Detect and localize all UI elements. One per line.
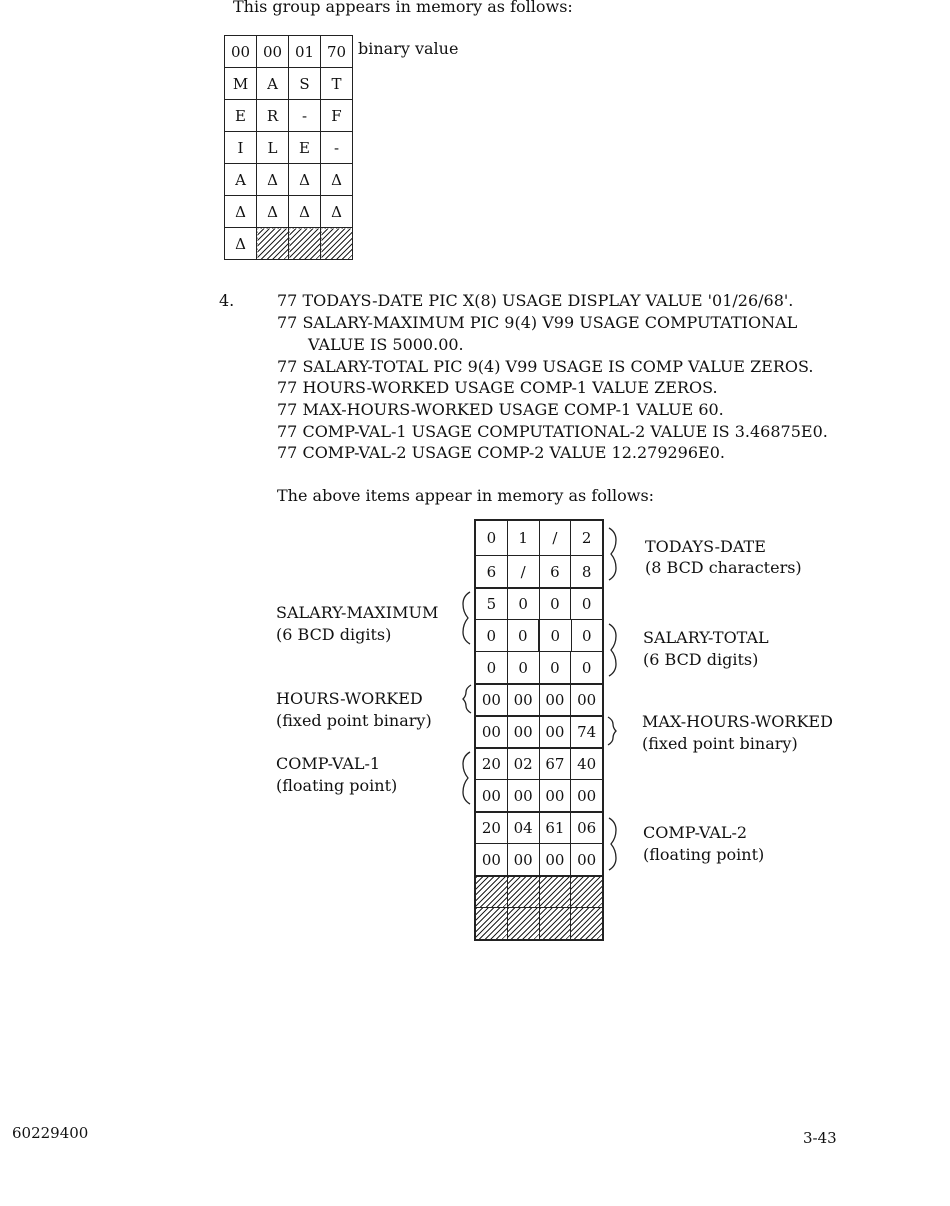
code-line: 77 SALARY-TOTAL PIC 9(4) V99 USAGE IS COMP VALUE ZEROS.	[277, 357, 814, 376]
table-cell: -	[289, 100, 321, 132]
memory-cell: 00	[570, 844, 602, 875]
memory-cell: 5	[486, 595, 497, 613]
memory-cell: 20	[481, 819, 501, 837]
table-cell: L	[257, 132, 289, 164]
memory-cell: 0	[571, 620, 603, 651]
memory-cell: 00	[481, 850, 501, 869]
label-salary-total: SALARY-TOTAL	[643, 628, 769, 647]
memory-cell: 8	[570, 556, 602, 587]
label-todays-date-sub: (8 BCD characters)	[645, 558, 802, 577]
document-number: 60229400	[12, 1124, 89, 1142]
memory-cell: 2	[570, 521, 602, 555]
page-number: 3-43	[803, 1129, 837, 1147]
code-line: 77 COMP-VAL-2 USAGE COMP-2 VALUE 12.279296E0.	[277, 443, 725, 462]
memory-cell: 1	[507, 521, 539, 555]
memory-cell: 00	[539, 685, 571, 715]
label-hours-worked: HOURS-WORKED	[276, 689, 423, 708]
table-cell: 01	[289, 36, 321, 68]
memory-cell: 00	[481, 723, 501, 741]
memory-cell: 04	[507, 813, 539, 843]
table-cell: T	[321, 68, 353, 100]
memory-cell: 40	[570, 749, 602, 779]
table-cell: Δ	[225, 228, 257, 260]
code-line: 77 HOURS-WORKED USAGE COMP-1 VALUE ZEROS.	[277, 378, 718, 397]
memory-cell: 02	[507, 749, 539, 779]
memory-cell: 00	[507, 844, 539, 875]
brace-right	[609, 818, 616, 870]
table-cell: I	[225, 132, 257, 164]
code-line: 77 TODAYS-DATE PIC X(8) USAGE DISPLAY VALUE '01/26/68'.	[277, 291, 794, 310]
label-salary-total-sub: (6 BCD digits)	[643, 650, 759, 669]
memory-cell: 6	[486, 562, 497, 581]
binary-value-label: binary value	[358, 39, 459, 58]
label-salary-maximum: SALARY-MAXIMUM	[276, 603, 439, 622]
memory-cell: 00	[539, 717, 571, 747]
label-max-hours-worked-sub: (fixed point binary)	[642, 734, 798, 753]
label-salary-maximum-sub: (6 BCD digits)	[276, 625, 392, 644]
table-cell: A	[257, 68, 289, 100]
memory-cell: 61	[539, 813, 571, 843]
table-cell: Δ	[257, 164, 289, 196]
brace-left	[463, 592, 470, 644]
label-comp-val-2-sub: (floating point)	[643, 845, 765, 864]
table-cell: Δ	[225, 196, 257, 228]
memory-cell: 00	[570, 780, 602, 811]
memory-cell: 0	[507, 620, 539, 651]
brace-right	[608, 717, 616, 745]
label-todays-date: TODAYS-DATE	[645, 537, 766, 556]
memory-cell: 0	[486, 626, 497, 645]
memory-cell: 20	[481, 755, 501, 773]
code-line: 77 SALARY-MAXIMUM PIC 9(4) V99 USAGE COMPUTATIONAL	[277, 313, 798, 332]
table-cell: 00	[225, 36, 257, 68]
memory-intro-text: The above items appear in memory as follows:	[277, 486, 655, 505]
code-line: 77 MAX-HOURS-WORKED USAGE COMP-1 VALUE 60.	[277, 400, 724, 419]
memory-cell: 6	[539, 556, 571, 587]
brace-left	[463, 752, 470, 804]
table-cell: -	[321, 132, 353, 164]
table-cell: Δ	[257, 196, 289, 228]
memory-cell: 0	[570, 589, 602, 619]
memory-cell: 00	[539, 844, 571, 875]
brace-right	[609, 528, 616, 580]
memory-cell: 0	[486, 529, 497, 547]
memory-cell: 06	[570, 813, 602, 843]
memory-cell: 00	[507, 780, 539, 811]
memory-cell: 00	[507, 717, 539, 747]
memory-cell: /	[507, 556, 539, 587]
memory-cell: 0	[486, 658, 497, 677]
table-cell: S	[289, 68, 321, 100]
table-cell: R	[257, 100, 289, 132]
intro-text: This group appears in memory as follows:	[233, 0, 573, 16]
memory-cell: 00	[507, 685, 539, 715]
table-cell: E	[225, 100, 257, 132]
memory-cell: 0	[570, 652, 602, 683]
code-line: 77 COMP-VAL-1 USAGE COMPUTATIONAL-2 VALUE IS 3.46875E0.	[277, 422, 828, 441]
memory-cell: 00	[539, 780, 571, 811]
memory-cell: 0	[539, 589, 571, 619]
table-cell: M	[225, 68, 257, 100]
table-cell: Δ	[289, 196, 321, 228]
table-cell: F	[321, 100, 353, 132]
table-cell: Δ	[321, 164, 353, 196]
memory-cell: 0	[507, 652, 539, 683]
label-comp-val-1: COMP-VAL-1	[276, 754, 381, 773]
table-cell: Δ	[289, 164, 321, 196]
table-cell: 00	[257, 36, 289, 68]
table-cell: Δ	[321, 196, 353, 228]
label-max-hours-worked: MAX-HOURS-WORKED	[642, 712, 833, 731]
code-line: VALUE IS 5000.00.	[308, 335, 464, 354]
memory-cell: 00	[570, 685, 602, 715]
memory-cell: /	[539, 521, 571, 555]
item-number: 4.	[219, 291, 235, 310]
memory-cell: 0	[539, 652, 571, 683]
table-cell: A	[225, 164, 257, 196]
table-cell: 70	[321, 36, 353, 68]
memory-cell: 0	[507, 589, 539, 619]
label-comp-val-1-sub: (floating point)	[276, 776, 398, 795]
brace-left	[463, 685, 471, 713]
label-comp-val-2: COMP-VAL-2	[643, 823, 748, 842]
brace-right	[609, 624, 616, 676]
memory-cell: 67	[539, 749, 571, 779]
label-hours-worked-sub: (fixed point binary)	[276, 711, 432, 730]
memory-cell: 74	[570, 717, 602, 747]
memory-cell: 00	[481, 691, 501, 709]
memory-cell: 00	[481, 786, 501, 805]
memory-cell: 0	[538, 620, 571, 651]
table-cell: E	[289, 132, 321, 164]
